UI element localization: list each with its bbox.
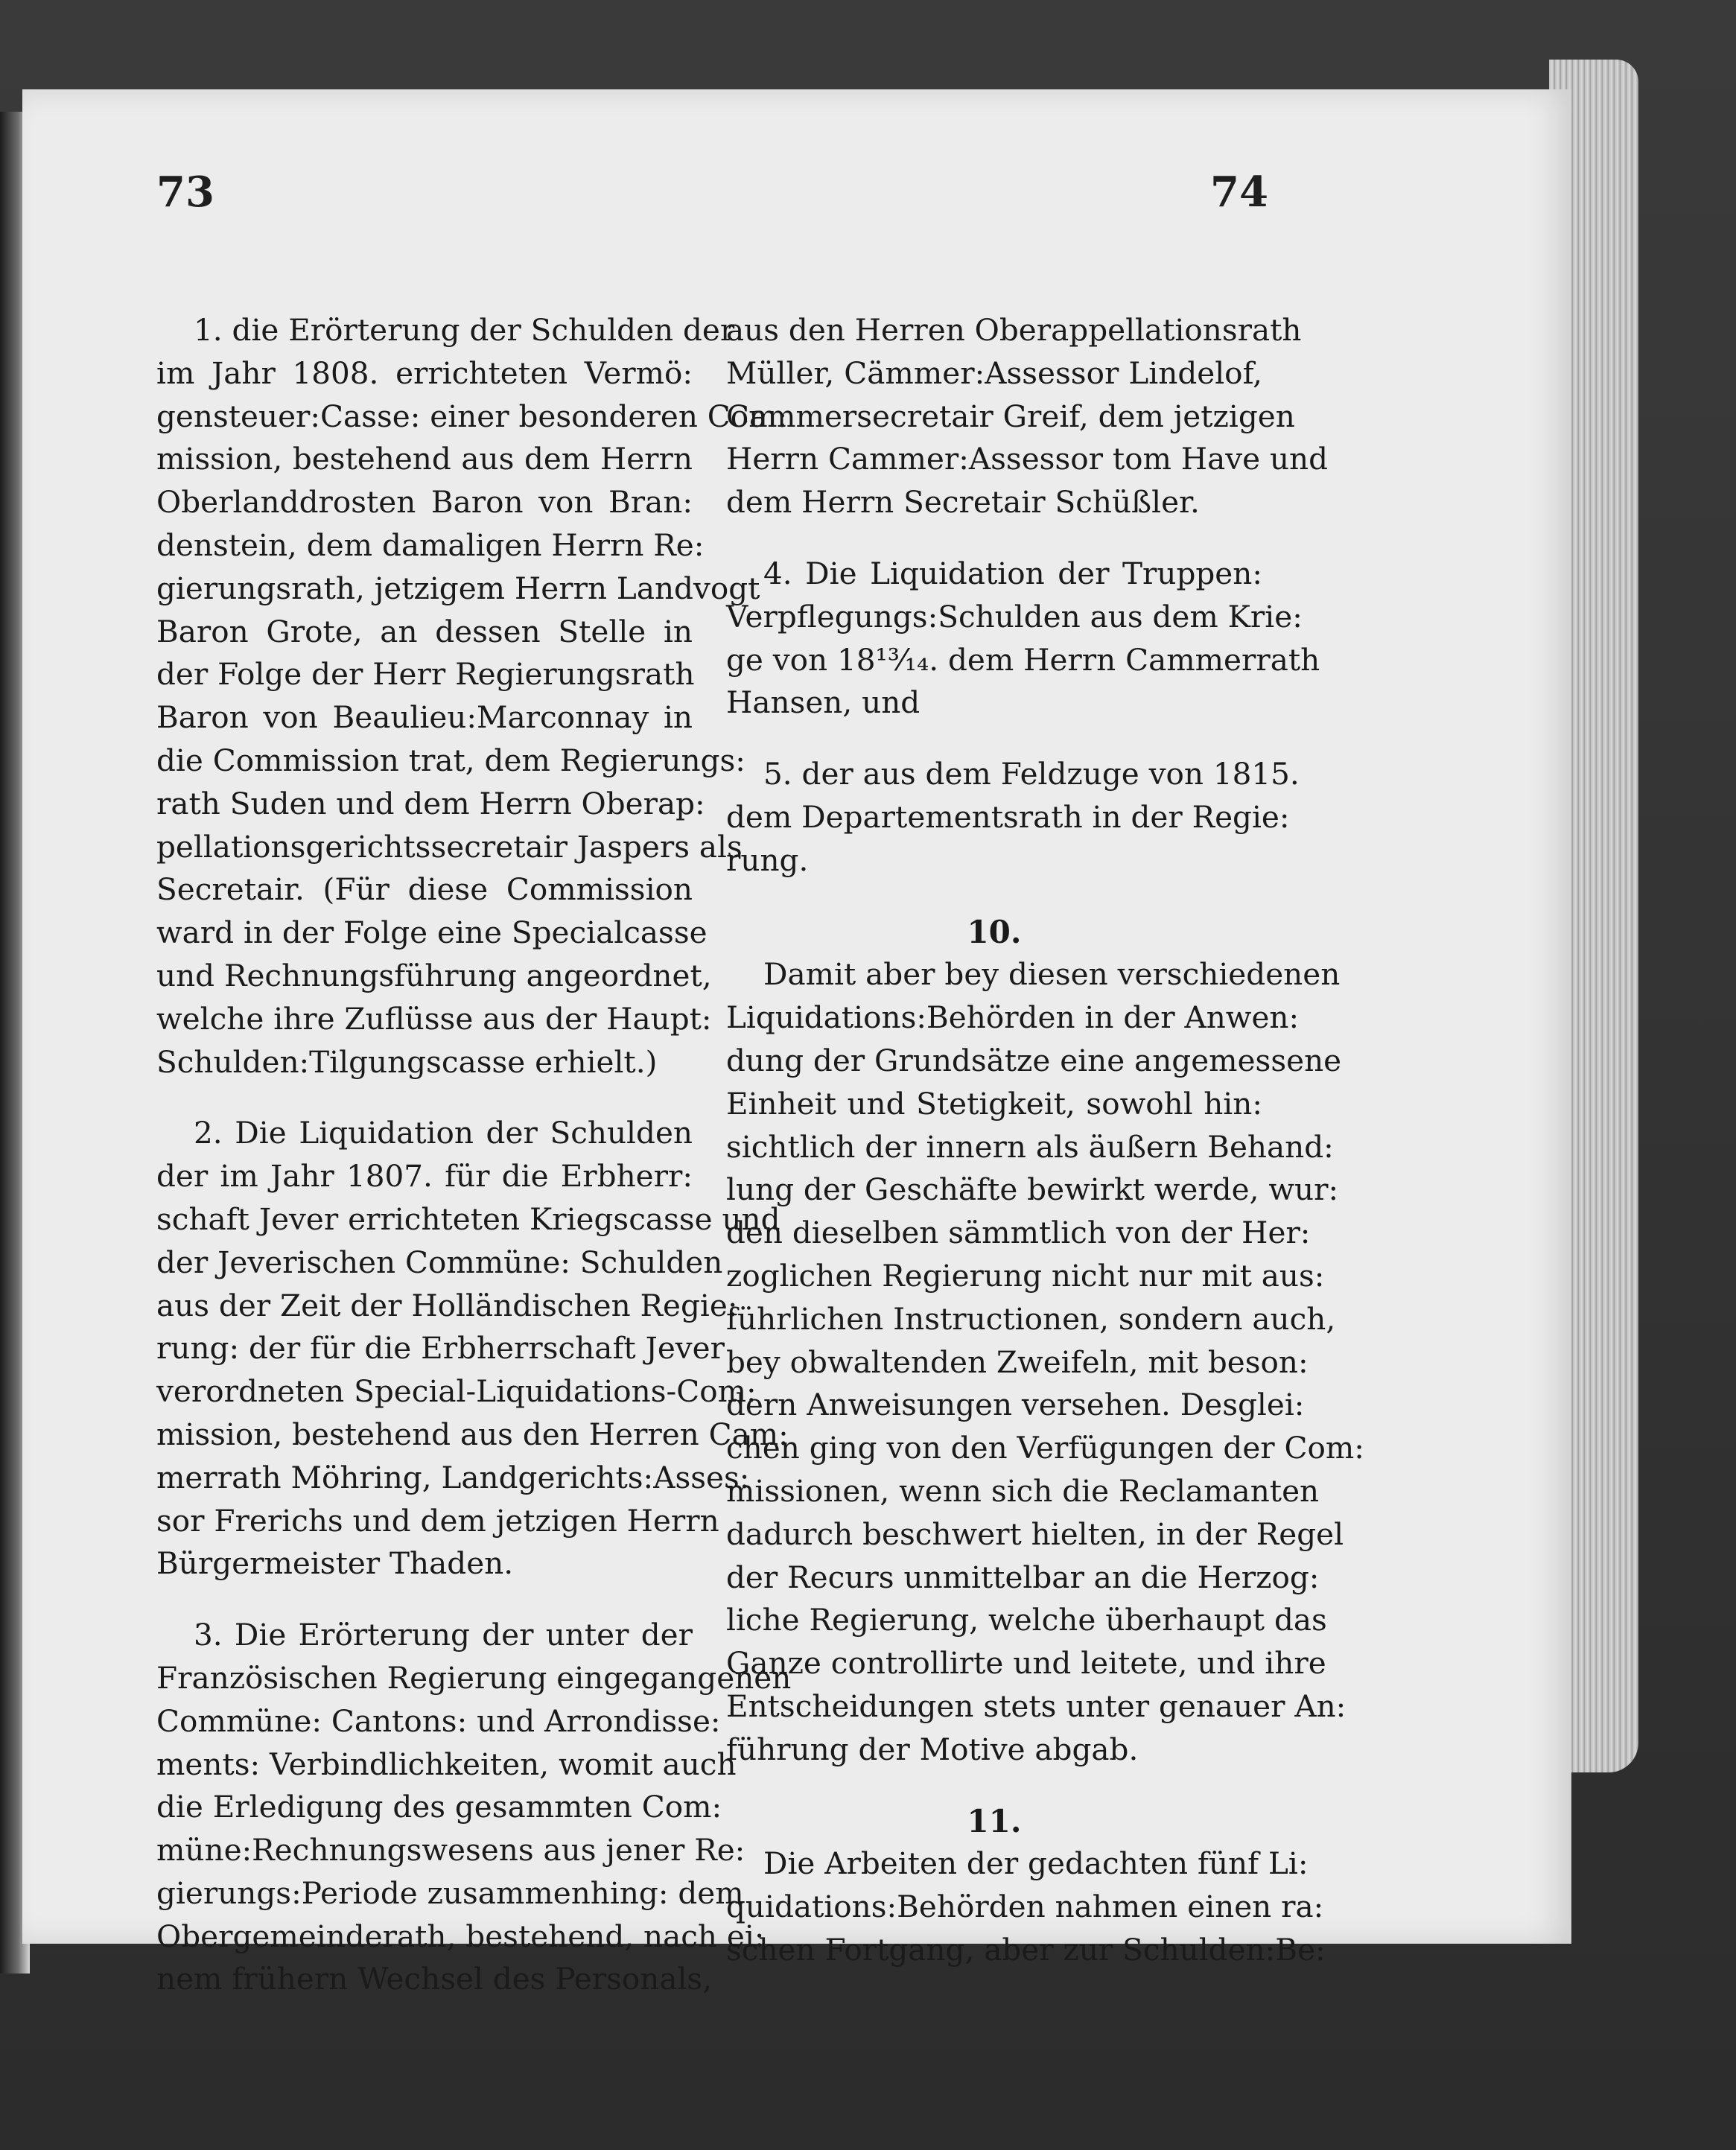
- text-line: sichtlich der innern als äußern Behand:: [726, 1128, 1334, 1165]
- text-line: schen Fortgang, aber zur Schulden:Be:: [726, 1931, 1326, 1968]
- text-line: und Rechnungsführung angeordnet,: [156, 957, 712, 993]
- text-line: sor Frerichs und dem jetzigen Herrn: [156, 1502, 719, 1539]
- text-line: Verpflegungs:Schulden aus dem Krie:: [726, 598, 1303, 634]
- text-line: bey obwaltenden Zweifeln, mit beson:: [726, 1343, 1309, 1380]
- text-line: führlichen Instructionen, sondern auch,: [726, 1300, 1336, 1337]
- text-line: der Recurs unmittelbar an die Herzog:: [726, 1559, 1320, 1595]
- text-line: im Jahr 1808. errichteten Vermö:: [156, 354, 693, 391]
- right-text-column: [726, 309, 1364, 1972]
- text-line: Ganze controllirte und leitete, und ihre: [726, 1645, 1326, 1682]
- text-line: 1. die Erörterung der Schulden der: [194, 312, 735, 348]
- text-line: Entscheidungen stets unter genauer An:: [726, 1688, 1346, 1724]
- text-line: gierungs:Periode zusammenhing: dem: [156, 1874, 744, 1911]
- text-line: verordneten Special-Liquidations-Com:: [156, 1373, 757, 1410]
- text-line: 3. Die Erörterung der unter der: [194, 1617, 693, 1653]
- text-line: 5. der aus dem Feldzuge von 1815.: [763, 756, 1300, 792]
- text-line: mission, bestehend aus den Herren Cam:: [156, 1416, 789, 1452]
- left-text-column: [156, 309, 792, 2001]
- text-line: rath Suden und dem Herrn Oberap:: [156, 785, 705, 821]
- section-heading-11: 11.: [967, 1802, 1022, 1839]
- text-line: Französischen Regierung eingegangenen: [156, 1659, 792, 1696]
- text-line: ge von 18¹³⁄₁₄. dem Herrn Cammerrath: [726, 641, 1320, 678]
- text-line: 4. Die Liquidation der Truppen:: [763, 555, 1262, 591]
- text-line: quidations:Behörden nahmen einen ra:: [726, 1889, 1324, 1925]
- paragraph-5: [726, 753, 1300, 882]
- text-line: aus der Zeit der Holländischen Regie:: [156, 1287, 738, 1323]
- text-line: Oberlanddrosten Baron von Bran:: [156, 484, 693, 521]
- text-line: dadurch beschwert hielten, in der Regel: [726, 1516, 1344, 1552]
- text-line: müne:Rechnungswesens aus jener Re:: [156, 1832, 745, 1868]
- text-line: Schulden:Tilgungscasse erhielt.): [156, 1043, 658, 1080]
- text-line: Hansen, und: [726, 684, 921, 721]
- text-line: pellationsgerichtssecretair Jaspers als: [156, 828, 743, 865]
- text-line: Baron von Beaulieu:Marconnay in: [156, 699, 693, 736]
- text-line: der Folge der Herr Regierungsrath: [156, 656, 695, 693]
- paragraph-4: [726, 553, 1320, 725]
- paragraph-section-11: [726, 1842, 1326, 1971]
- text-line: dem Departementsrath in der Regie:: [726, 798, 1290, 835]
- text-line: Einheit und Stetigkeit, sowohl hin:: [726, 1085, 1262, 1122]
- page-number-left: 73: [156, 168, 214, 217]
- paragraph-2: [156, 1112, 789, 1586]
- text-line: missionen, wenn sich die Reclamanten: [726, 1472, 1320, 1509]
- text-line: Bürgermeister Thaden.: [156, 1545, 514, 1582]
- text-line: ward in der Folge eine Specialcasse: [156, 915, 708, 951]
- text-line: lung der Geschäfte bewirkt werde, wur:: [726, 1171, 1339, 1208]
- text-line: gensteuer:Casse: einer besonderen Com:: [156, 398, 788, 434]
- section-heading-10: 10.: [967, 913, 1022, 950]
- text-line: zoglichen Regierung nicht nur mit aus:: [726, 1257, 1325, 1294]
- text-line: den dieselben sämmtlich von der Her:: [726, 1215, 1311, 1251]
- text-line: Baron Grote, an dessen Stelle in: [156, 613, 693, 649]
- text-line: der im Jahr 1807. für die Erbherr:: [156, 1158, 693, 1195]
- text-line: merrath Möhring, Landgerichts:Asses:: [156, 1459, 750, 1495]
- text-line: Cammersecretair Greif, dem jetzigen: [726, 398, 1295, 434]
- page-number-right: 74: [1210, 168, 1268, 217]
- text-line: welche ihre Zuflüsse aus der Haupt:: [156, 1000, 712, 1037]
- text-line: führung der Motive abgab.: [726, 1731, 1139, 1767]
- text-line: rung.: [726, 842, 809, 878]
- paragraph-1: [156, 309, 788, 1084]
- text-line: denstein, dem damaligen Herrn Re:: [156, 527, 705, 563]
- text-line: rung: der für die Erbherrschaft Jever: [156, 1330, 725, 1367]
- text-line: schaft Jever errichteten Kriegscasse und: [156, 1200, 780, 1237]
- text-line: ments: Verbindlichkeiten, womit auch: [156, 1746, 737, 1782]
- text-line: liche Regierung, welche überhaupt das: [726, 1602, 1327, 1638]
- paragraph-3: [156, 1614, 792, 2001]
- paragraph-section-10: [726, 953, 1364, 1771]
- text-line: die Commission trat, dem Regierungs:: [156, 742, 745, 778]
- text-line: aus den Herren Oberappellationsrath: [726, 312, 1302, 348]
- text-line: Secretair. (Für diese Commission: [156, 871, 693, 908]
- text-line: dung der Grundsätze eine angemessene: [726, 1042, 1342, 1078]
- text-line: nem frühern Wechsel des Personals,: [156, 1961, 713, 1997]
- text-line: Die Arbeiten der gedachten fünf Li:: [763, 1845, 1309, 1882]
- paragraph-continued: [726, 309, 1329, 524]
- text-line: 2. Die Liquidation der Schulden: [194, 1115, 693, 1151]
- text-line: der Jeverischen Commüne: Schulden: [156, 1244, 723, 1280]
- text-line: Damit aber bey diesen verschiedenen: [763, 956, 1341, 993]
- text-line: mission, bestehend aus dem Herrn: [156, 441, 693, 477]
- text-line: die Erledigung des gesammten Com:: [156, 1789, 722, 1825]
- text-line: Obergemeinderath, bestehend, nach ei:: [156, 1918, 765, 1954]
- text-line: Müller, Cämmer:Assessor Lindelof,: [726, 354, 1262, 391]
- text-line: gierungsrath, jetzigem Herrn Landvogt: [156, 570, 760, 606]
- text-line: dem Herrn Secretair Schüßler.: [726, 484, 1200, 521]
- text-line: Herrn Cammer:Assessor tom Have und: [726, 441, 1329, 477]
- text-line: Liquidations:Behörden in der Anwen:: [726, 999, 1300, 1036]
- text-line: chen ging von den Verfügungen der Com:: [726, 1430, 1364, 1466]
- text-line: dern Anweisungen versehen. Desglei:: [726, 1387, 1305, 1423]
- text-line: Commüne: Cantons: und Arrondisse:: [156, 1702, 721, 1739]
